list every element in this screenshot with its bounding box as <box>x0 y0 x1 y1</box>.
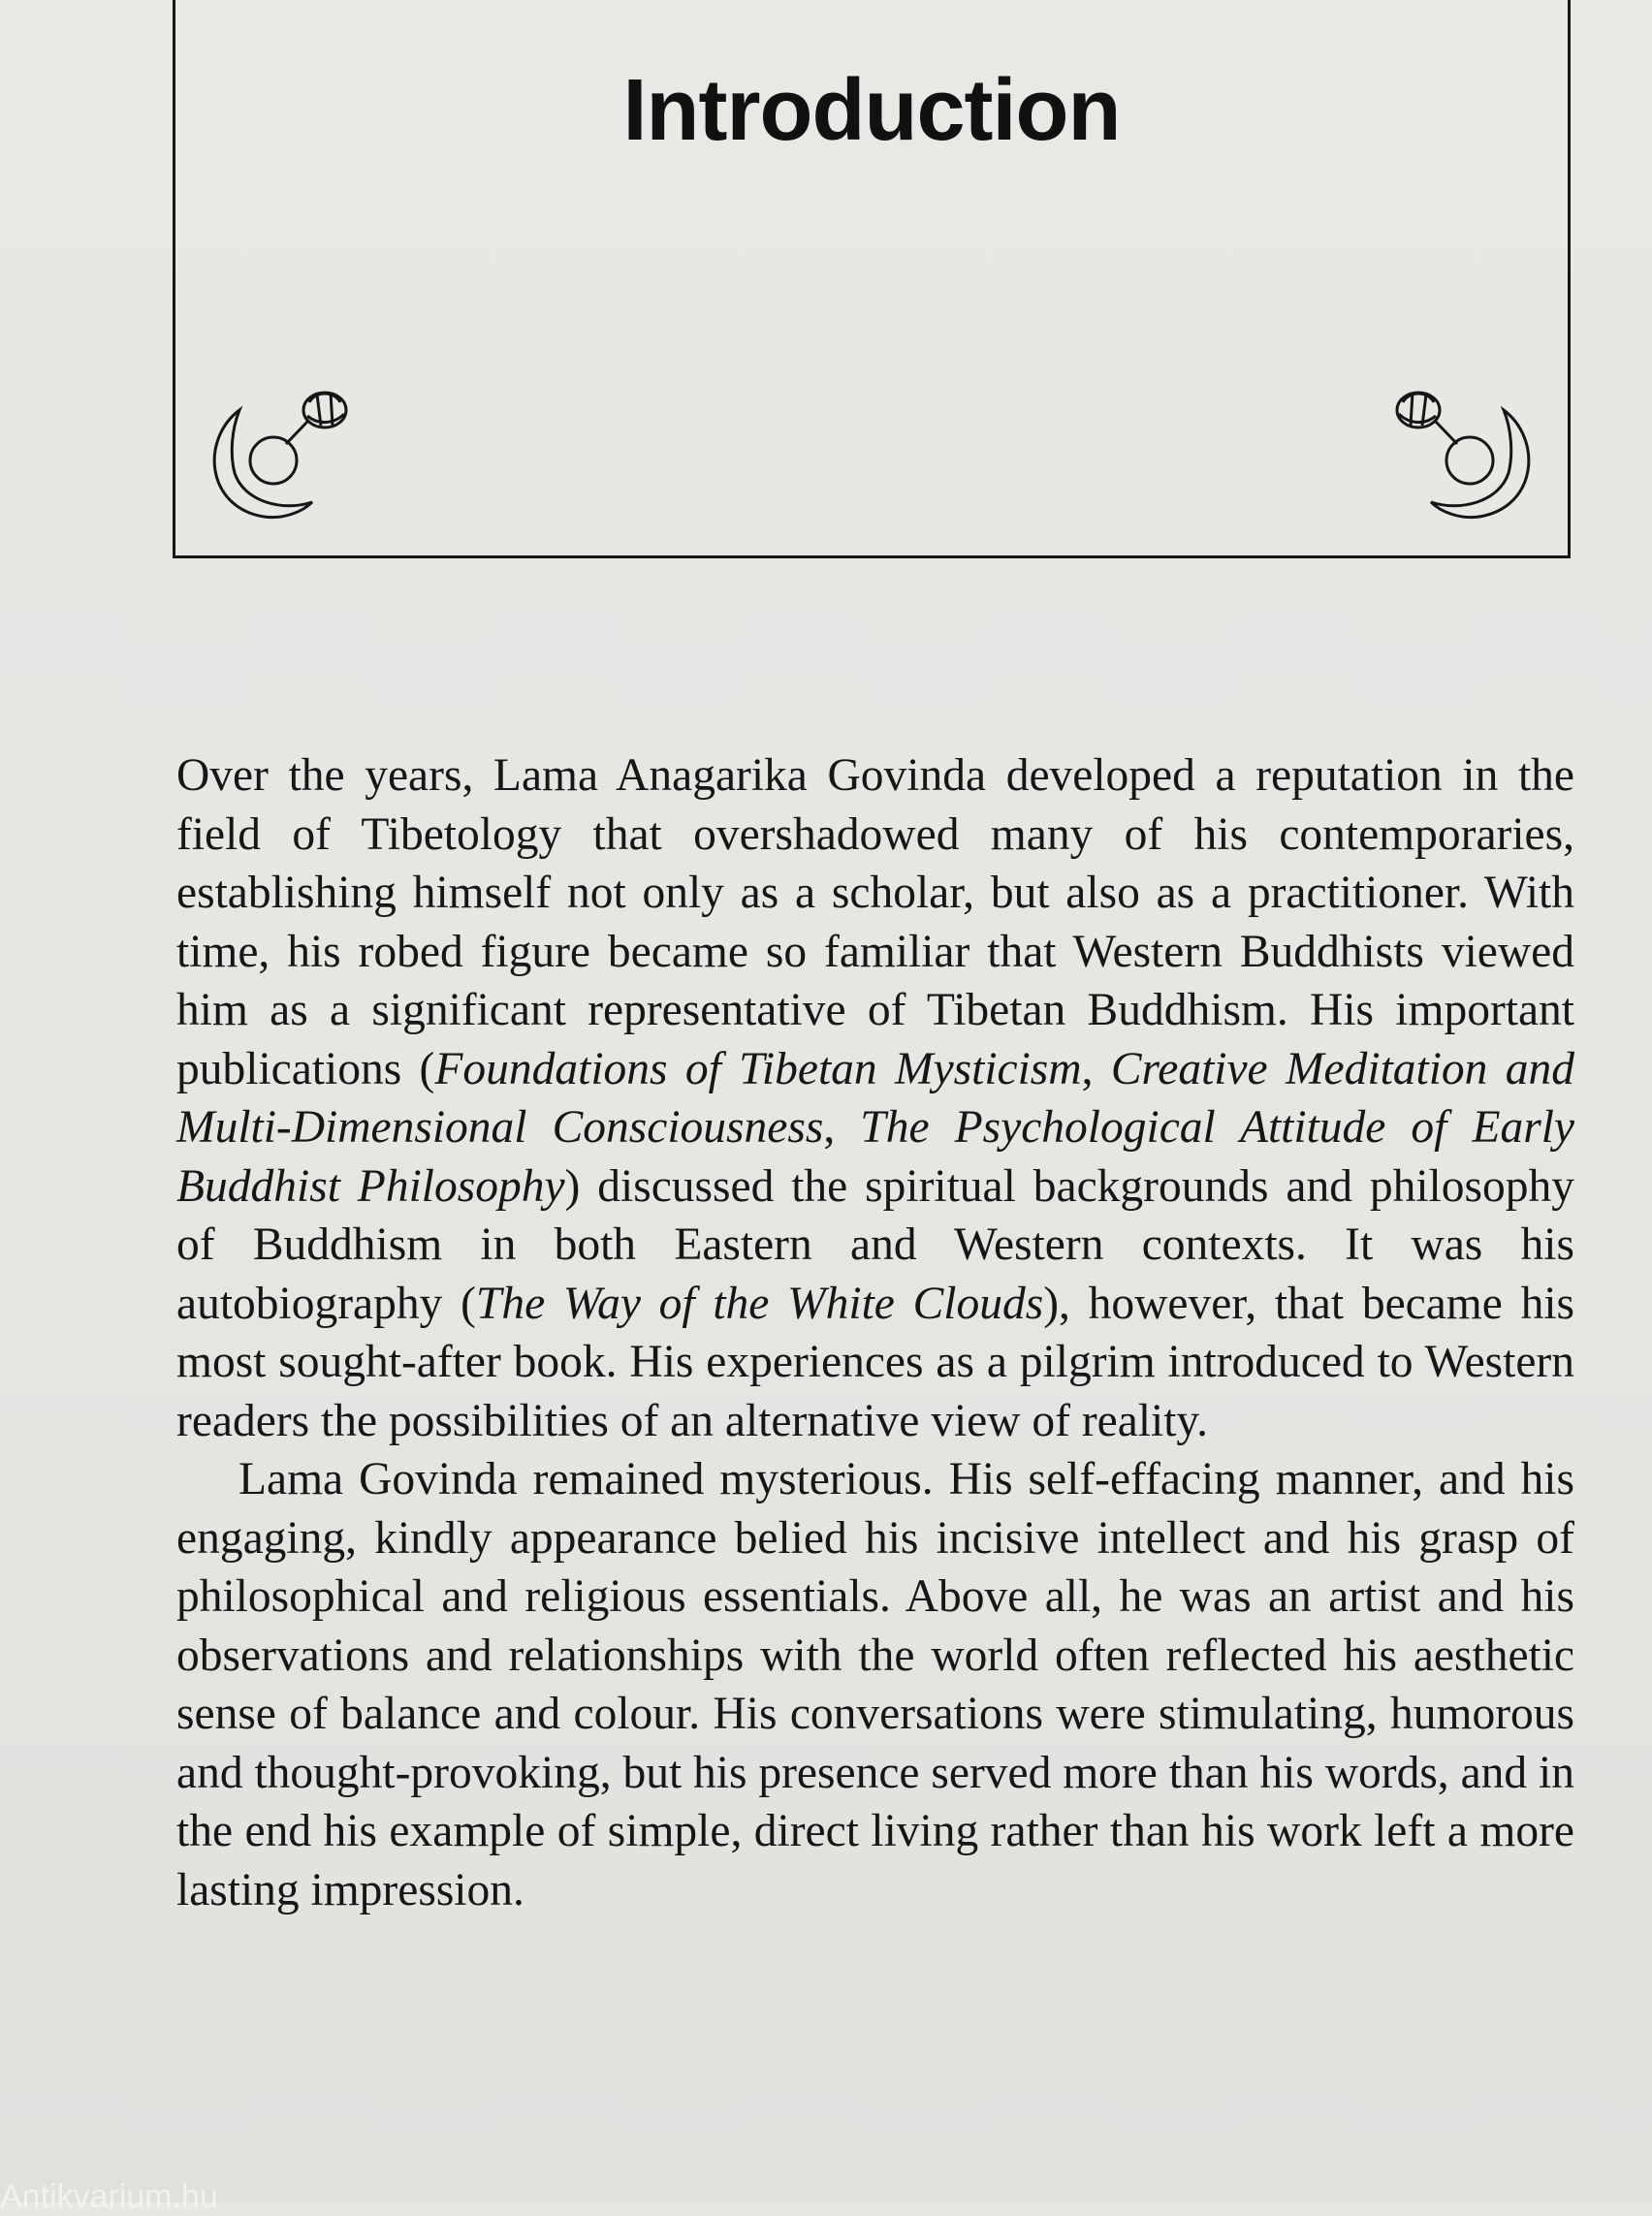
paragraph <box>176 746 1574 1450</box>
paragraph-text: ) discussed the spiritual backgrounds and philosophy of Buddhism in both Eastern and Western contexts. It was his autobiography ( <box>176 1160 1574 1329</box>
paragraph: Lama Govinda remained mysterious. His self-effacing manner, and his engaging, kindly appearance belied his incisive intellect and his grasp of philosophical and religious essentials. Above all, he was an artist and his observations and relationships with the world often reflected his aesthetic sense of balance and colour. His conversations were stimulating, humorous and thought-provoking, but his presence served more than his words, and in the end his example of simple, direct living rather than his work left a more lasting impression. <box>176 1454 1574 1915</box>
paragraph-text: ), however, that became his most sought-after book. His experiences as a pilgrim introduced to Western readers the possibilities of an alternative view of reality. <box>176 1278 1574 1446</box>
vajra-crescent-icon <box>1387 381 1542 526</box>
paragraph-text: , <box>823 1102 861 1153</box>
vajra-crescent-icon <box>201 381 356 526</box>
book-title: Foundations of Tibetan Mysticism <box>434 1043 1082 1094</box>
paragraph-text: Over the years, Lama Anagarika Govinda developed a reputation in the field of Tibetology that overshadowed many of his contemporaries, establishing himself not only as a scholar, but also as a practitioner. With time, his robed figure became so familiar that Western Buddhists viewed him as a significant representative of Tibetan Buddhism. His important publications ( <box>176 750 1574 1094</box>
title-frame <box>173 0 1571 558</box>
watermark: Antikvarium.hu <box>0 2178 218 2215</box>
paragraph-text: , <box>1081 1043 1111 1094</box>
book-title: Creative Meditation and Multi-Dimensional Consciousness <box>176 1043 1574 1153</box>
book-title: The Psychological Attitude of Early Buddhist Philosophy <box>176 1102 1575 1212</box>
introduction-body <box>176 746 1574 1919</box>
book-title: The Way of the White Clouds <box>475 1278 1044 1329</box>
page-title: Introduction <box>622 62 1121 159</box>
